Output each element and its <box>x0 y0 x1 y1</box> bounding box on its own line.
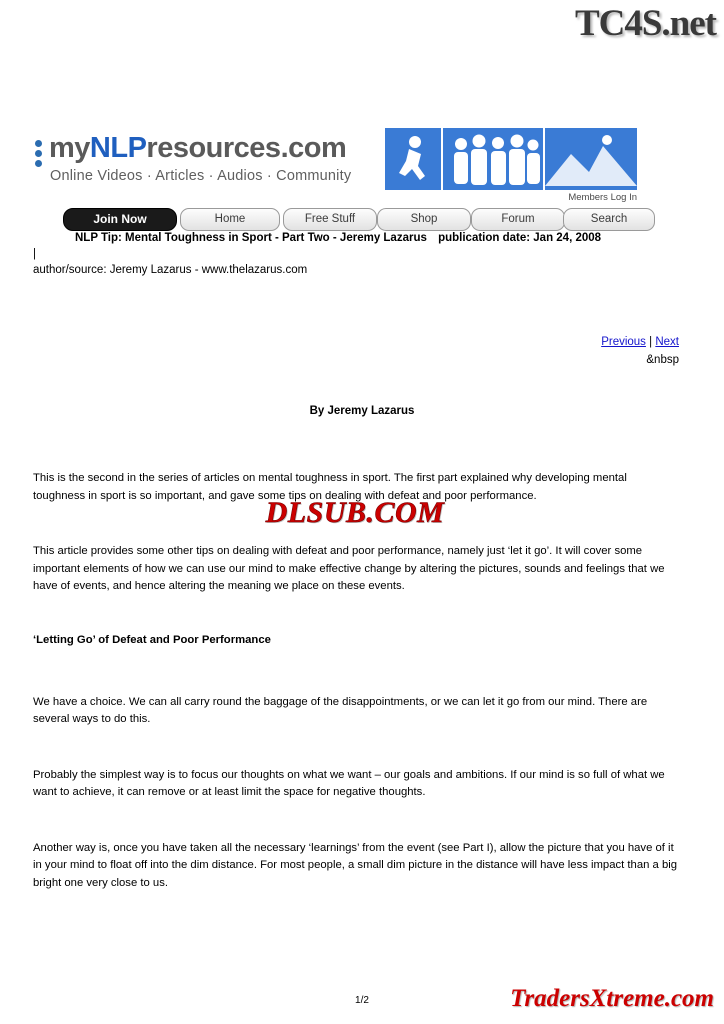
tradersxtreme-watermark: TradersXtreme.com <box>510 985 714 1012</box>
nav-home[interactable]: Home <box>180 208 280 231</box>
author-source-line: author/source: Jeremy Lazarus - www.thelazarus.com <box>33 264 308 276</box>
logo-tagline: Online Videos · Articles · Audios · Community <box>50 168 352 184</box>
article-body <box>33 470 681 912</box>
site-header <box>33 128 637 228</box>
page-title: NLP Tip: Mental Toughness in Sport - Part Two - Jeremy Lazarus <box>75 232 427 244</box>
dlsub-watermark <box>205 492 505 534</box>
logo-dots-icon <box>35 140 45 174</box>
pipe-separator: | <box>33 248 36 260</box>
paragraph-2: This article provides some other tips on dealing with defeat and poor performance, namely just ‘let it go’. It will cover some important elements of how we can use our mind to make effective change by altering the pictures, sounds and feelings that we have of events, and hence altering the meaning we place on these events. <box>33 545 665 592</box>
nav-forum[interactable]: Forum <box>471 208 565 231</box>
dlsub-watermark-text: DLSUB.COM <box>265 496 445 529</box>
previous-link[interactable]: Previous <box>601 336 646 348</box>
article-title-row <box>33 232 693 244</box>
logo-part-resources: resources <box>146 132 281 164</box>
runner-icon <box>385 128 441 190</box>
paragraph-4: Probably the simplest way is to focus our thoughts on what we want – our goals and ambitions. If our mind is so full of what we want to achieve, it can remove or at least limit the space for negative thoughts. <box>33 768 665 798</box>
people-group-icon <box>443 128 543 190</box>
section-heading: ‘Letting Go’ of Defeat and Poor Performance <box>33 633 271 646</box>
next-link[interactable]: Next <box>655 336 679 348</box>
tc4s-watermark: TC4S.net <box>574 3 716 44</box>
pager-nbsp-text: &nbsp <box>646 354 679 366</box>
publication-date: publication date: Jan 24, 2008 <box>438 232 602 244</box>
byline: By Jeremy Lazarus <box>309 405 415 417</box>
paragraph-3: We have a choice. We can all carry round the baggage of the disappointments, or we can let it go from our mind. There are several ways to do this. <box>33 695 648 725</box>
photo-tile-mountain <box>545 128 637 190</box>
members-login-label[interactable]: Members Log In <box>568 192 637 203</box>
mynlpresources-logo[interactable] <box>33 128 378 204</box>
mountain-climber-icon <box>545 128 637 190</box>
nav-free-stuff[interactable]: Free Stuff <box>283 208 377 231</box>
logo-part-nlp: NLP <box>89 132 147 164</box>
paragraph-1: This is the second in the series of articles on mental toughness in sport. The first part explained why developing mental toughness in sport is so important, and gave some tips on dealing with defeat and poor performance. <box>33 472 627 502</box>
nav-join-now[interactable]: Join Now <box>63 208 177 231</box>
logo-part-com: .com <box>280 132 347 164</box>
nav-shop[interactable]: Shop <box>377 208 471 231</box>
pager-separator: | <box>649 336 653 348</box>
photo-tile-group <box>443 128 543 190</box>
pager <box>601 336 679 348</box>
logo-part-my: my <box>49 132 90 164</box>
nav-search[interactable]: Search <box>563 208 655 231</box>
paragraph-5: Another way is, once you have taken all the necessary ‘learnings’ from the event (see Part I), allow the picture that you have of it in your mind to float off into the dim distance. For most people, a small dim picture in the distance will have less impact than a big bright one very close to us. <box>33 841 678 889</box>
photo-tile-runner <box>385 128 441 190</box>
logo-wordmark <box>49 132 346 165</box>
page-number: 1/2 <box>355 995 369 1006</box>
site-nav <box>33 208 637 230</box>
header-photo-tiles <box>385 128 637 203</box>
